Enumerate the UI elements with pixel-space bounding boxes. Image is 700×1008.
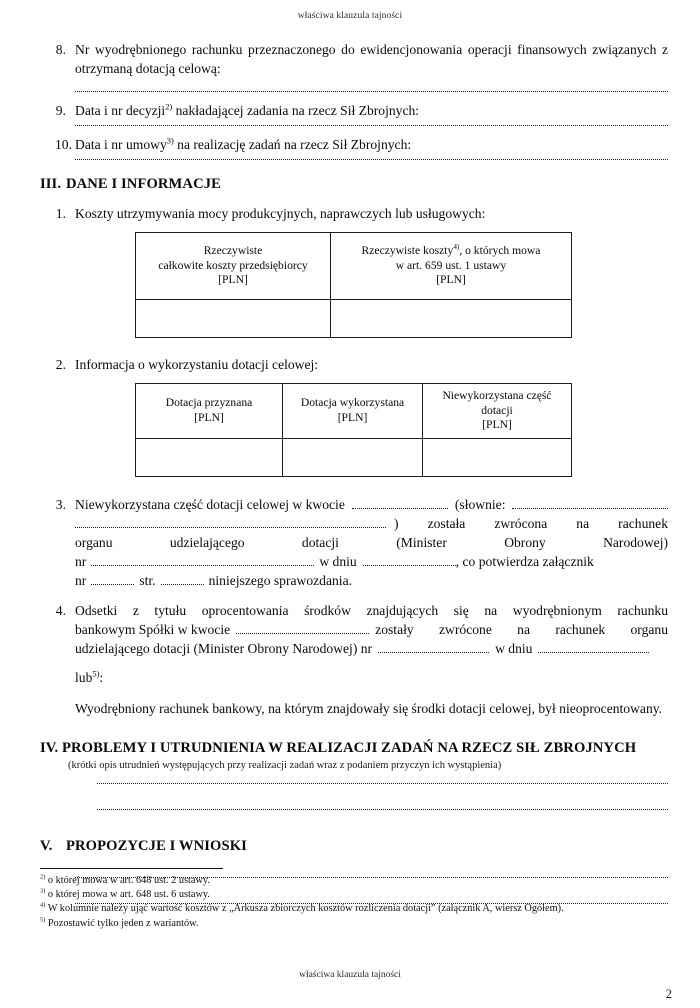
item-number: 4.	[55, 602, 66, 618]
item-number: 9.	[55, 103, 66, 118]
text-fragment: bankowym Spółki w kwocie	[75, 621, 231, 637]
subsidy-usage-table	[135, 383, 572, 477]
table-input-cell[interactable]	[283, 438, 423, 476]
table-header-cell-actual-costs-art659	[331, 233, 572, 300]
item-text-before: Data i nr umowy	[75, 137, 167, 152]
item-3-line-2	[75, 514, 668, 533]
footnote-ref-2[interactable]: 2)	[165, 101, 173, 112]
item-3-line-1	[75, 495, 668, 514]
section-numeral: IV.	[40, 739, 59, 756]
header-line-2: w art. 659 ust. 1 ustawy	[395, 258, 507, 272]
item-4-line-3	[75, 639, 668, 658]
list-item-9	[40, 101, 668, 120]
text-fragment: Niewykorzystana część dotacji celowej w kwocie	[75, 496, 345, 512]
fill-line-item-8[interactable]	[75, 91, 668, 92]
text-fragment: ) została zwrócona na rachunek	[394, 515, 668, 531]
footnote-text: o której mowa w art. 648 ust. 2 ustawy.	[47, 875, 210, 886]
header-line-1: Niewykorzystana część dotacji	[442, 389, 552, 417]
footnote-ref-4[interactable]: 4)	[453, 243, 460, 252]
section-heading-iv	[40, 740, 668, 757]
text-fragment: udzielającego dotacji (Minister Obrony Narodowej) nr	[75, 640, 373, 656]
text-fragment: nr	[75, 572, 87, 588]
item-text: Informacja o wykorzystaniu dotacji celowej:	[75, 357, 319, 372]
running-header: właściwa klauzula tajności	[297, 11, 403, 21]
fill-blank-account-number[interactable]	[91, 556, 314, 566]
item-text	[75, 101, 668, 120]
header-line-1: Dotacja przyznana	[165, 396, 253, 410]
item-text-after: nakładającej zadania na rzecz Sił Zbrojnych:	[172, 103, 420, 118]
header-line-1: Dotacja wykorzystana	[300, 396, 405, 410]
item-text-after: na realizację zadań na rzecz Sił Zbrojnych:	[173, 137, 412, 152]
running-footer: właściwa klauzula tajności	[299, 970, 401, 980]
item-text	[75, 601, 668, 718]
header-line-3: [PLN]	[218, 273, 248, 287]
fill-line-item-10[interactable]	[75, 159, 668, 160]
list-item-10	[40, 135, 668, 154]
table-header-cell-used	[283, 384, 423, 439]
footnote-marker: 3)	[40, 887, 46, 895]
section-title: DANE I INFORMACJE	[66, 176, 221, 192]
footnote-ref-5[interactable]: 5)	[92, 667, 100, 678]
table-header-cell-unused	[423, 384, 572, 439]
item-3-line-3: organu udzielającego dotacji (Minister Obrony Narodowej)	[75, 534, 668, 550]
item-number: 1.	[55, 206, 66, 221]
item-number: 2.	[55, 357, 66, 372]
item-3-line-5	[75, 571, 668, 590]
footnote-item	[40, 888, 668, 902]
text-fragment: str.	[139, 572, 156, 588]
footnote-text: W kolumnie należy ująć wartość kosztów z „Arkusza zbiorczych kosztów rozliczenia dotacji” (załącznik A, wiersz Ogółem).	[47, 903, 564, 915]
costs-table	[135, 232, 572, 338]
item-4-line-2	[75, 620, 668, 639]
header-line-1: Rzeczywiste	[203, 244, 263, 258]
table-header-cell-granted	[136, 384, 283, 439]
footnote-ref-3[interactable]: 3)	[166, 135, 174, 146]
footnote-text: o której mowa w art. 648 ust. 6 ustawy.	[47, 889, 210, 901]
table-value-row	[136, 300, 572, 338]
fill-blank-amount[interactable]	[352, 499, 448, 509]
footnote-marker: 4)	[40, 901, 46, 909]
item-number: 3.	[55, 496, 66, 512]
fill-blank-interest-amount[interactable]	[236, 624, 369, 634]
item-4-alternative-paragraph: Wyodrębniony rachunek bankowy, na którym znajdowały się środki dotacji celowej, był nieoprocentowany.	[75, 700, 663, 716]
page-number: 2	[665, 987, 672, 1001]
list-item-iii-2	[40, 355, 668, 374]
table-input-cell[interactable]	[136, 438, 283, 476]
item-number: 8.	[55, 42, 66, 57]
fill-line-item-9[interactable]	[75, 125, 668, 126]
item-text	[75, 495, 668, 590]
section-iv-subtitle: (krótki opis utrudnień występujących przy realizacji zadań wraz z podaniem przyczyn ich wystąpienia)	[68, 759, 502, 771]
table-1-wrapper	[40, 232, 668, 338]
table-header-cell-actual-total-costs	[136, 233, 331, 300]
footnote-text: Pozostawić tylko jeden z wariantów.	[47, 917, 199, 929]
fill-blank-amount-words-1[interactable]	[512, 499, 668, 509]
fill-blank-annex-number[interactable]	[91, 575, 134, 585]
section-numeral: III.	[40, 176, 62, 192]
fill-blank-date[interactable]	[538, 643, 649, 653]
item-text	[75, 135, 668, 154]
table-header-row	[136, 233, 572, 300]
header-line-3: [PLN]	[436, 273, 466, 287]
item-4-line-1: Odsetki z tytułu oprocentowania środków znajdujących się na wyodrębnionym rachunku	[75, 602, 668, 618]
header-line-1-tail: , o których mowa	[459, 244, 541, 258]
footnote-item	[40, 874, 668, 888]
footnote-marker: 5)	[40, 916, 46, 924]
header-line-1: Rzeczywiste koszty	[361, 244, 454, 258]
table-input-cell[interactable]	[423, 438, 572, 476]
header-line-2: [PLN]	[194, 410, 224, 424]
text-fragment: w dniu	[495, 640, 533, 656]
text-fragment: lub	[75, 669, 93, 685]
list-item-iii-1	[40, 204, 668, 223]
text-fragment: , co potwierdza załącznik	[455, 553, 594, 569]
text-fragment: w dniu	[319, 553, 357, 569]
item-text-before: Data i nr decyzji	[75, 103, 166, 118]
footnote-list	[40, 874, 668, 931]
section-title: PROBLEMY I UTRUDNIENIA W REALIZACJI ZADAŃ NA RZECZ SIŁ ZBROJNYCH	[62, 739, 637, 756]
section-heading-iii	[40, 176, 668, 193]
item-text: Nr wyodrębnionego rachunku przeznaczonego do ewidencjonowania operacji finansowych związanych z otrzymaną dotacją celową:	[75, 42, 668, 76]
fill-blank-date[interactable]	[363, 556, 456, 566]
fill-blank-annex-page[interactable]	[161, 575, 204, 585]
text-fragment: niniejszego sprawozdania.	[208, 572, 353, 588]
text-fragment: nr	[75, 553, 87, 569]
text-fragment: :	[99, 669, 104, 685]
list-item-iii-4	[40, 601, 668, 718]
fill-blank-account-number[interactable]	[378, 643, 489, 653]
list-item-8	[40, 40, 668, 78]
fill-blank-amount-words-2[interactable]	[75, 518, 386, 528]
table-2-wrapper	[40, 383, 668, 477]
footnote-marker: 2)	[40, 873, 46, 881]
item-3-line-4	[75, 552, 668, 571]
item-text: Koszty utrzymywania mocy produkcyjnych, naprawczych lub usługowych:	[75, 206, 486, 221]
section-heading-v	[40, 838, 668, 855]
item-4-alternative-marker	[75, 668, 668, 687]
footnote-item	[40, 917, 668, 931]
document-body	[40, 40, 668, 904]
item-number: 10.	[55, 137, 72, 152]
table-input-cell[interactable]	[331, 300, 572, 338]
fill-line-iv-1[interactable]	[97, 783, 668, 784]
header-line-2: [PLN]	[482, 418, 512, 431]
fill-line-iv-2[interactable]	[97, 809, 668, 810]
table-value-row	[136, 438, 572, 476]
section-title: PROPOZYCJE I WNIOSKI	[66, 837, 247, 854]
text-fragment: (słownie:	[454, 496, 506, 512]
footnote-separator	[40, 868, 223, 869]
table-header-row	[136, 384, 572, 439]
footnote-item	[40, 902, 668, 916]
list-item-iii-3	[40, 495, 668, 590]
section-numeral: V.	[40, 837, 53, 854]
header-line-2: całkowite koszty przedsiębiorcy	[158, 258, 308, 272]
header-line-2: [PLN]	[337, 410, 368, 424]
table-input-cell[interactable]	[136, 300, 331, 338]
text-fragment: zostały zwrócone na rachunek organu	[375, 621, 668, 637]
